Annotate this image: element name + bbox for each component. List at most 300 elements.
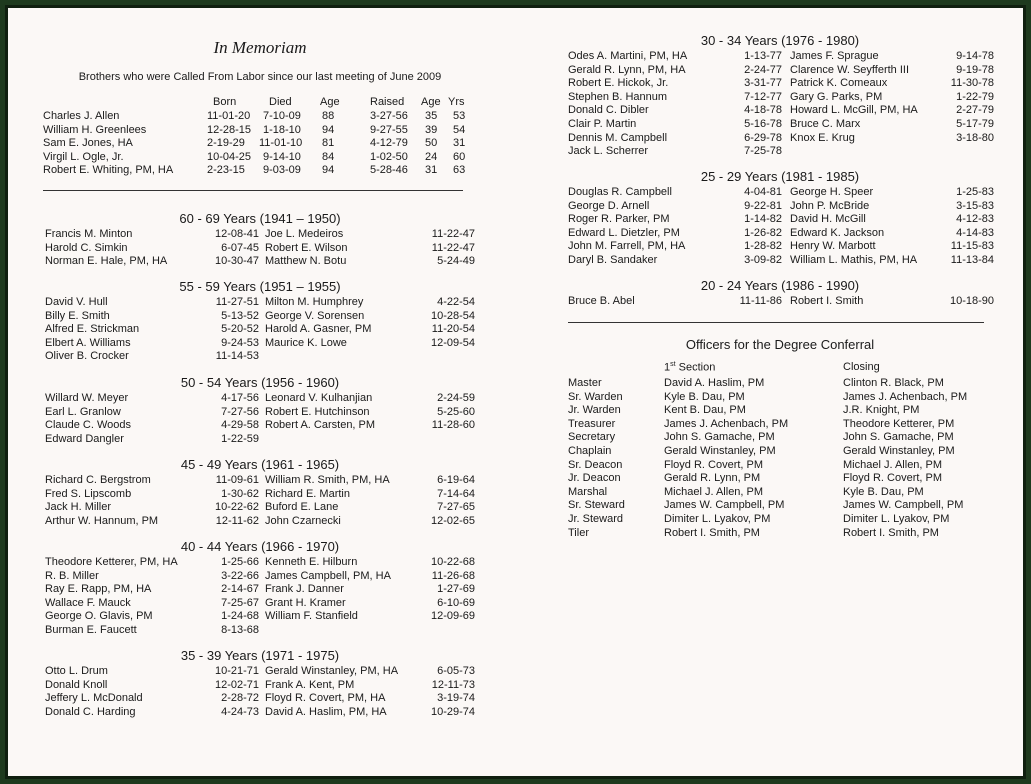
member-row — [560, 132, 1000, 146]
member-name: Douglas R. Campbell — [568, 186, 672, 198]
member-date: 9-22-81 — [744, 199, 782, 212]
member-row — [35, 597, 485, 611]
first-section-officer: Kyle B. Dau, PM — [664, 390, 745, 403]
member-date: 2-14-67 — [221, 583, 259, 596]
member-name: Wallace F. Mauck — [45, 596, 131, 609]
closing-officer: J.R. Knight, PM — [843, 404, 920, 417]
member-name: Sam E. Jones, HA — [43, 137, 133, 150]
member-date: 1-13-77 — [744, 50, 782, 62]
member-date: 3-18-80 — [956, 131, 994, 144]
member-row — [35, 570, 485, 584]
member-date: 9-14-78 — [956, 50, 994, 62]
member-date: 3-22-66 — [221, 569, 259, 582]
member-died: 9-03-09 — [263, 164, 301, 177]
member-years: 54 — [453, 123, 466, 136]
officers-header-row — [560, 361, 1000, 375]
member-raised: 3-27-56 — [370, 110, 408, 122]
first-section-officer: Michael J. Allen, PM — [664, 485, 764, 498]
member-name: Patrick K. Comeaux — [790, 77, 888, 90]
member-name: Robert E. Hickok, Jr. — [568, 77, 669, 90]
member-date: 11-09-61 — [215, 474, 259, 486]
member-name: George V. Sorensen — [265, 309, 365, 322]
member-date: 11-26-68 — [431, 569, 475, 582]
member-date: 11-13-84 — [950, 253, 994, 266]
member-date: 1-25-66 — [221, 556, 259, 568]
member-row — [35, 337, 485, 351]
header-died: Died — [269, 96, 292, 108]
closing-officer: Clinton R. Black, PM — [843, 377, 944, 389]
memoriam-divider — [43, 190, 463, 191]
closing-officer: Floyd R. Covert, PM — [843, 472, 943, 485]
officer-row — [560, 527, 1000, 541]
member-row — [35, 665, 485, 679]
member-name: Robert I. Smith — [790, 295, 864, 307]
member-name: Donald C. Harding — [45, 705, 136, 718]
member-name: William L. Mathis, PM, HA — [790, 253, 918, 266]
member-name: David H. McGill — [790, 213, 866, 226]
member-name: Robert E. Wilson — [265, 241, 348, 254]
member-date: 6-05-73 — [437, 665, 475, 677]
memoriam-subtitle: Brothers who were Called From Labor since our last meeting of June 2009 — [78, 71, 442, 83]
officer-title: Sr. Deacon — [568, 458, 623, 471]
member-name: Jeffery L. McDonald — [45, 692, 143, 705]
member-name: Leonard V. Kulhanjian — [265, 392, 373, 404]
member-born: 12-28-15 — [207, 123, 252, 136]
member-date: 11-22-47 — [431, 228, 475, 240]
member-name: William R. Smith, PM, HA — [265, 474, 390, 486]
member-age-raised: 31 — [425, 164, 438, 177]
section-55-59-years — [35, 278, 485, 364]
member-row — [560, 145, 1000, 159]
member-row — [35, 242, 485, 256]
member-date: 5-25-60 — [437, 405, 475, 418]
member-date: 12-02-65 — [430, 514, 475, 527]
member-name: John P. McBride — [790, 199, 870, 212]
member-date: 11-15-83 — [950, 240, 994, 253]
header-first-number: 1 — [664, 361, 671, 374]
member-date: 1-25-83 — [956, 186, 994, 198]
member-date: 5-13-52 — [221, 309, 259, 322]
member-date: 6-29-78 — [744, 131, 782, 144]
member-name: Frank J. Danner — [265, 583, 344, 596]
member-date: 10-22-62 — [214, 501, 259, 514]
member-died: 11-01-10 — [259, 137, 303, 150]
member-name: Norman E. Hale, PM, HA — [45, 255, 168, 268]
section-30-34-years — [560, 32, 1000, 159]
member-name: Daryl B. Sandaker — [568, 253, 658, 266]
first-section-officer: John S. Gamache, PM — [664, 431, 775, 444]
member-name: David V. Hull — [45, 296, 108, 308]
member-row — [35, 515, 485, 529]
member-date: 4-14-83 — [956, 226, 994, 239]
memoriam-title: In Memoriam — [213, 38, 307, 57]
member-date: 12-11-73 — [431, 678, 475, 691]
member-name: Burman E. Faucett — [45, 623, 137, 636]
officers-divider — [568, 322, 984, 323]
member-row — [35, 556, 485, 570]
member-date: 10-22-68 — [430, 556, 475, 568]
member-years: 53 — [453, 110, 466, 122]
member-name: Howard L. McGill, PM, HA — [790, 104, 918, 117]
closing-officer: Theodore Ketterer, PM — [843, 417, 955, 430]
member-row — [560, 118, 1000, 132]
member-row — [560, 64, 1000, 78]
header-age: Age — [320, 96, 340, 108]
member-row — [560, 77, 1000, 91]
memoriam-row — [35, 137, 485, 151]
member-name: Harold C. Simkin — [45, 241, 128, 254]
first-section-officer: Robert I. Smith, PM — [664, 526, 760, 539]
section-title: 35 - 39 Years (1971 - 1975) — [180, 648, 340, 663]
header-first-section — [664, 361, 715, 374]
memoriam-row — [35, 164, 485, 178]
member-name: Bruce B. Abel — [568, 295, 635, 307]
member-row — [35, 296, 485, 310]
member-name: Oliver B. Crocker — [45, 350, 129, 363]
member-date: 7-25-67 — [221, 596, 259, 609]
member-date: 11-14-53 — [215, 350, 259, 363]
section-title: 25 - 29 Years (1981 - 1985) — [700, 169, 860, 184]
member-name: James Campbell, PM, HA — [265, 569, 391, 582]
member-name: Ray E. Rapp, PM, HA — [45, 583, 152, 596]
member-name: Buford E. Lane — [265, 501, 339, 514]
memoriam-header-row — [35, 96, 485, 110]
member-name: Elbert A. Williams — [45, 336, 131, 349]
member-name: Donald C. Dibler — [568, 104, 649, 117]
member-age-raised: 35 — [425, 110, 438, 122]
section-50-54-years — [35, 374, 485, 446]
member-age-raised: 50 — [425, 137, 438, 150]
closing-officer: James J. Achenbach, PM — [843, 390, 968, 403]
member-age: 81 — [322, 137, 335, 150]
member-date: 9-19-78 — [956, 63, 994, 76]
member-name: Edward L. Dietzler, PM — [568, 226, 680, 239]
closing-officer: Dimiter L. Lyakov, PM — [843, 512, 950, 525]
member-name: Henry W. Marbott — [790, 240, 876, 253]
page-frame — [5, 5, 1026, 779]
member-date: 11-30-78 — [950, 77, 994, 90]
member-date: 11-28-60 — [431, 419, 475, 432]
member-raised: 5-28-46 — [370, 164, 408, 177]
member-date: 5-16-78 — [744, 117, 782, 130]
section-20-24-years — [560, 277, 1000, 309]
officer-row — [560, 445, 1000, 459]
member-row — [35, 406, 485, 420]
memoriam-row — [35, 124, 485, 138]
member-row — [35, 488, 485, 502]
member-name: Alfred E. Strickman — [45, 323, 140, 336]
officer-title: Jr. Steward — [568, 512, 624, 525]
closing-officer: John S. Gamache, PM — [843, 431, 954, 444]
member-date: 1-24-68 — [221, 610, 259, 623]
first-section-officer: Dimiter L. Lyakov, PM — [664, 512, 771, 525]
section-title: 50 - 54 Years (1956 - 1960) — [180, 375, 340, 390]
officer-title: Jr. Deacon — [568, 472, 621, 485]
member-row — [560, 186, 1000, 200]
member-date: 1-22-79 — [956, 90, 994, 103]
member-row — [35, 392, 485, 406]
member-date: 12-02-71 — [214, 678, 259, 691]
member-born: 2-19-29 — [207, 137, 245, 150]
member-name: Gerald Winstanley, PM, HA — [265, 665, 399, 677]
member-date: 7-27-56 — [221, 405, 259, 418]
member-name: John Czarnecki — [265, 514, 341, 527]
member-name: Clarence W. Seyfferth III — [790, 63, 910, 76]
member-name: Jack H. Miller — [45, 501, 112, 514]
member-row — [35, 679, 485, 693]
member-date: 4-18-78 — [744, 104, 782, 117]
member-name: Arthur W. Hannum, PM — [45, 514, 159, 527]
member-row — [35, 323, 485, 337]
first-section-officer: Floyd R. Covert, PM — [664, 458, 764, 471]
first-section-officer: Kent B. Dau, PM — [664, 404, 746, 417]
member-date: 2-24-59 — [437, 392, 475, 404]
closing-officer: Robert I. Smith, PM — [843, 526, 939, 539]
member-date: 7-25-78 — [744, 145, 782, 158]
member-name: Willard W. Meyer — [45, 392, 129, 404]
officer-row — [560, 377, 1000, 391]
member-name: Jack L. Scherrer — [568, 145, 649, 158]
member-name: Robert E. Hutchinson — [265, 405, 370, 418]
officer-title: Marshal — [568, 485, 608, 498]
member-name: Frank A. Kent, PM — [265, 678, 355, 691]
member-date: 11-11-86 — [739, 295, 782, 307]
section-title: 30 - 34 Years (1976 - 1980) — [700, 33, 860, 48]
member-row — [35, 228, 485, 242]
officer-title: Master — [568, 377, 602, 389]
member-date: 1-22-59 — [221, 432, 259, 445]
memoriam-row — [35, 110, 485, 124]
member-name: Matthew N. Botu — [265, 255, 347, 268]
member-date: 11-20-54 — [431, 323, 475, 336]
member-row — [35, 419, 485, 433]
member-name: Robert A. Carsten, PM — [265, 419, 376, 432]
member-date: 7-14-64 — [437, 487, 475, 500]
member-name: James F. Sprague — [790, 50, 879, 62]
member-name: David A. Haslim, PM, HA — [265, 705, 387, 718]
member-date: 7-12-77 — [744, 90, 782, 103]
member-date: 5-20-52 — [221, 323, 259, 336]
closing-officer: Kyle B. Dau, PM — [843, 485, 924, 498]
member-name: William H. Greenlees — [43, 123, 147, 136]
member-row — [35, 501, 485, 515]
member-date: 5-24-49 — [437, 255, 475, 268]
section-title: 55 - 59 Years (1951 – 1955) — [179, 279, 341, 294]
header-age-raised: Age — [421, 96, 441, 108]
officer-row — [560, 404, 1000, 418]
member-row — [560, 200, 1000, 214]
member-row — [560, 240, 1000, 254]
first-section-officer: James J. Achenbach, PM — [664, 417, 789, 430]
member-date: 7-27-65 — [437, 501, 475, 514]
member-date: 11-27-51 — [215, 296, 259, 308]
member-died: 9-14-10 — [263, 150, 301, 163]
section-35-39-years — [35, 647, 485, 719]
member-row — [560, 227, 1000, 241]
member-date: 10-28-54 — [430, 309, 475, 322]
member-date: 6-10-69 — [437, 596, 475, 609]
section-45-49-years — [35, 456, 485, 528]
member-age: 88 — [322, 110, 335, 122]
member-name: William F. Stanfield — [265, 610, 358, 623]
member-name: Stephen B. Hannum — [568, 90, 668, 103]
first-section-officer: David A. Haslim, PM — [664, 377, 765, 389]
member-years: 31 — [453, 137, 466, 150]
officer-title: Secretary — [568, 431, 616, 444]
member-years: 63 — [453, 164, 466, 177]
member-name: George O. Glavis, PM — [45, 610, 153, 623]
section-title: 20 - 24 Years (1986 - 1990) — [700, 278, 860, 293]
member-name: Donald Knoll — [45, 678, 108, 691]
member-age-raised: 39 — [425, 123, 438, 136]
member-born: 11-01-20 — [207, 110, 251, 122]
header-first-label: Section — [675, 361, 716, 374]
member-date: 2-27-79 — [956, 104, 994, 117]
officers-list — [560, 377, 1000, 540]
member-date: 4-17-56 — [221, 392, 259, 404]
officer-title: Chaplain — [568, 444, 612, 457]
member-date: 10-18-90 — [949, 295, 994, 307]
header-first-ordinal: st — [670, 361, 676, 368]
memoriam-row — [35, 151, 485, 165]
member-date: 6-19-64 — [437, 474, 475, 486]
member-name: Dennis M. Campbell — [568, 131, 668, 144]
closing-officer: Michael J. Allen, PM — [843, 458, 943, 471]
first-section-officer: James W. Campbell, PM — [664, 499, 785, 512]
member-name: Robert E. Whiting, PM, HA — [43, 164, 174, 177]
member-name: Milton M. Humphrey — [265, 296, 364, 308]
member-date: 5-17-79 — [956, 117, 994, 130]
member-row — [35, 706, 485, 720]
member-date: 3-19-74 — [437, 692, 475, 705]
member-name: George H. Speer — [790, 186, 874, 198]
member-name: Kenneth E. Hilburn — [265, 556, 358, 568]
member-date: 3-15-83 — [956, 199, 994, 212]
header-years: Yrs — [448, 96, 465, 108]
member-date: 1-27-69 — [437, 583, 475, 596]
member-date: 4-29-58 — [221, 419, 259, 432]
officer-row — [560, 472, 1000, 486]
officer-title: Treasurer — [568, 417, 616, 430]
section-60-69-years — [35, 210, 485, 269]
member-name: Knox E. Krug — [790, 131, 855, 144]
member-name: John M. Farrell, PM, HA — [568, 240, 686, 253]
member-name: Richard E. Martin — [265, 487, 350, 500]
member-raised: 4-12-79 — [370, 137, 408, 150]
member-name: Roger R. Parker, PM — [568, 213, 670, 226]
member-age-raised: 24 — [425, 150, 438, 163]
officer-title: Jr. Warden — [568, 404, 621, 417]
member-raised: 9-27-55 — [370, 123, 408, 136]
member-age: 94 — [322, 164, 335, 177]
member-born: 2-23-15 — [207, 164, 245, 177]
officer-row — [560, 459, 1000, 473]
member-age: 94 — [322, 123, 335, 136]
member-born: 10-04-25 — [207, 150, 252, 163]
closing-officer: Gerald Winstanley, PM — [843, 444, 955, 457]
member-name: Gerald R. Lynn, PM, HA — [568, 63, 686, 76]
officer-row — [560, 391, 1000, 405]
member-date: 12-08-41 — [214, 228, 259, 240]
member-date: 8-13-68 — [221, 623, 259, 636]
member-date: 11-22-47 — [431, 241, 475, 254]
member-row — [560, 254, 1000, 268]
member-date: 9-24-53 — [221, 336, 259, 349]
header-raised: Raised — [370, 96, 405, 108]
member-date: 2-28-72 — [221, 692, 259, 705]
officer-title: Sr. Steward — [568, 499, 625, 512]
header-born: Born — [213, 96, 237, 108]
officer-title: Sr. Warden — [568, 390, 623, 403]
member-name: Earl L. Granlow — [45, 405, 121, 418]
member-name: Grant H. Kramer — [265, 596, 346, 609]
officers-title: Officers for the Degree Conferral — [685, 337, 875, 352]
member-date: 1-28-82 — [744, 240, 782, 253]
officer-row — [560, 486, 1000, 500]
member-years: 60 — [453, 150, 466, 163]
member-name: R. B. Miller — [45, 569, 99, 582]
member-date: 4-04-81 — [744, 186, 782, 198]
memoriam-list — [35, 110, 485, 178]
member-name: Odes A. Martini, PM, HA — [568, 50, 688, 62]
header-closing: Closing — [843, 361, 880, 373]
closing-officer: James W. Campbell, PM — [843, 499, 964, 512]
officer-row — [560, 499, 1000, 513]
member-died: 7-10-09 — [263, 110, 301, 122]
member-date: 4-12-83 — [956, 213, 994, 226]
member-date: 12-09-54 — [430, 336, 475, 349]
member-name: Claude C. Woods — [45, 419, 132, 432]
member-name: Charles J. Allen — [43, 110, 120, 122]
member-date: 3-31-77 — [744, 77, 782, 90]
member-raised: 1-02-50 — [370, 150, 408, 163]
member-name: Clair P. Martin — [568, 117, 637, 130]
member-name: Billy E. Smith — [45, 309, 110, 322]
member-died: 1-18-10 — [263, 123, 301, 136]
member-date: 4-22-54 — [437, 296, 475, 308]
member-row — [560, 213, 1000, 227]
member-name: Theodore Ketterer, PM, HA — [45, 556, 178, 568]
member-date: 3-09-82 — [744, 253, 782, 266]
member-date: 2-24-77 — [744, 63, 782, 76]
member-name: Gary G. Parks, PM — [790, 90, 883, 103]
program-page — [8, 8, 1023, 776]
first-section-officer: Gerald Winstanley, PM — [664, 444, 776, 457]
member-name: Edward K. Jackson — [790, 226, 885, 239]
member-date: 12-09-69 — [430, 610, 475, 623]
member-row — [35, 310, 485, 324]
member-row — [35, 474, 485, 488]
member-date: 1-26-82 — [744, 226, 782, 239]
section-title: 60 - 69 Years (1941 – 1950) — [179, 211, 341, 226]
member-row — [560, 295, 1000, 309]
member-date: 10-21-71 — [214, 665, 259, 677]
officer-row — [560, 513, 1000, 527]
section-title: 45 - 49 Years (1961 - 1965) — [180, 457, 340, 472]
member-date: 1-30-62 — [221, 487, 259, 500]
member-name: Maurice K. Lowe — [265, 336, 347, 349]
member-date: 4-24-73 — [221, 705, 259, 718]
member-row — [560, 91, 1000, 105]
member-name: Floyd R. Covert, PM, HA — [265, 692, 386, 705]
member-date: 10-29-74 — [430, 705, 475, 718]
section-title: 40 - 44 Years (1966 - 1970) — [180, 539, 340, 554]
member-row — [35, 350, 485, 364]
officer-row — [560, 418, 1000, 432]
section-40-44-years — [35, 538, 485, 638]
member-name: Richard C. Bergstrom — [45, 474, 151, 486]
member-name: Francis M. Minton — [45, 228, 133, 240]
